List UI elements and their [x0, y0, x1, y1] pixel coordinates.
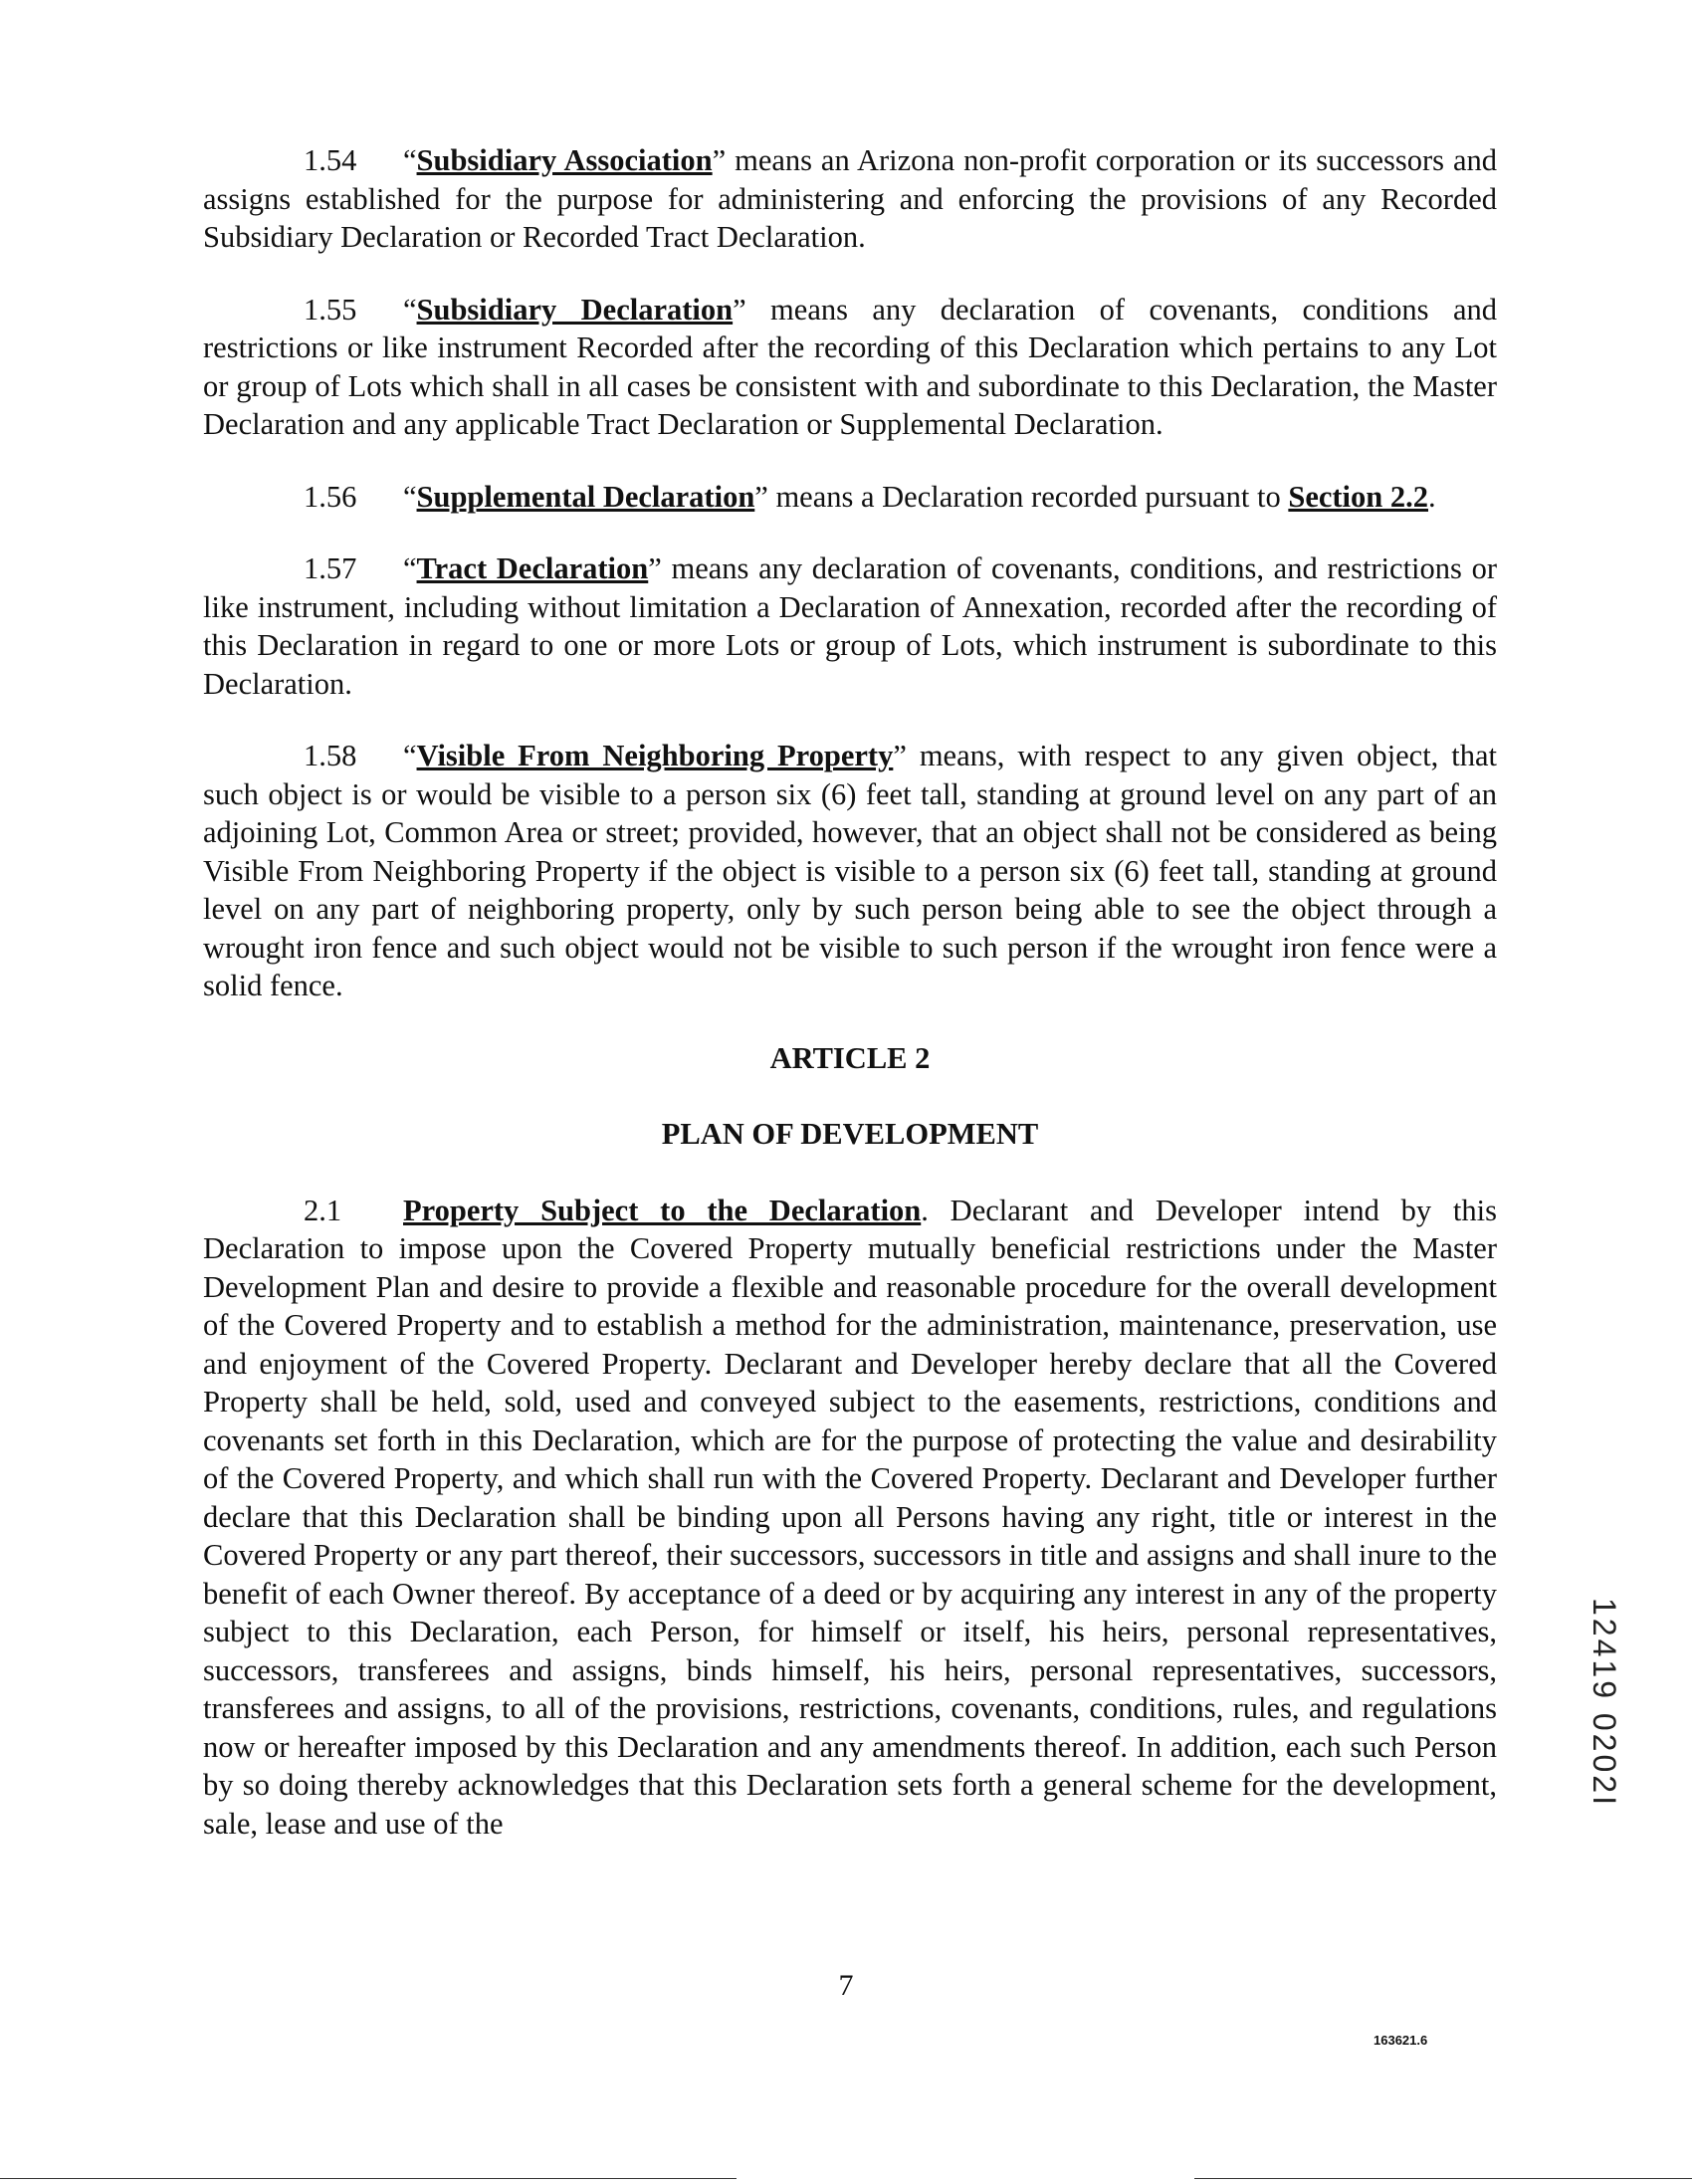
defined-term: Tract Declaration [416, 551, 649, 585]
article-heading: ARTICLE 2 [769, 1040, 931, 1075]
section-number: 2.1 [304, 1193, 342, 1227]
section-number: 1.56 [304, 479, 357, 514]
definition-text: means, with respect to any given object, that such object is or would be visible to a person six (6) feet tall, standing at ground level on any part of an adjoining Lot, Common Area or street; provided, however, that an object shall not be considered as being Visible From Neighboring Property if the object is visible to a person six (6) feet tall, standing at ground level on any part of neighboring property, only by such person being able to see the object through a wrought iron fence and such object would not be visible to such person if the wrought iron fence were a solid fence. [203, 739, 1497, 1002]
scan-edge-line [0, 2178, 737, 2179]
section-reference: Section 2.2 [1288, 479, 1428, 514]
section-text: Declarant and Developer intend by this Declaration to impose upon the Covered Property mutually beneficial restrictions under the Master Development Plan and desire to provide a flexible and reasonable procedure for the overall development of the Covered Property and to establish a method for the administration, maintenance, preservation, use and enjoyment of the Covered Property. Declarant and Developer hereby declare that all the Covered Property shall be held, sold, used and conveyed subject to the easements, restrictions, conditions and covenants set forth in this Declaration, which are for the purpose of protecting the value and desirability of the Covered Property, and which shall run with the Covered Property. Declarant and Developer further declare that this Declaration shall be binding upon all Persons having any right, title or interest in the Covered Property or any part thereof, their successors, successors in title and assigns and shall inure to the benefit of each Owner thereof. By acceptance of a deed or by acquiring any interest in any of the property subject to this Declaration, each Person, for himself or itself, his heirs, personal representatives, successors, transferees and assigns, binds himself, his heirs, personal representatives, successors, transferees and assigns, to all of the provisions, restrictions, covenants, conditions, rules, and regulations now or hereafter imposed by this Declaration and any amendments thereof. In addition, each such Person by so doing thereby acknowledges that this Declaration sets forth a general scheme for the development, sale, lease and use of the [203, 1193, 1498, 1841]
defined-term: Subsidiary Association [416, 143, 713, 177]
scan-edge-line [1194, 2178, 1692, 2179]
defined-term: Supplemental Declaration [416, 479, 755, 514]
defined-term: Subsidiary Declaration [416, 292, 734, 327]
definition-text: means any declaration of covenants, conditions and restrictions or like instrument Recorded after the recording of this Declaration which pertains to any Lot or group of Lots which shall in all cases be consistent with and subordinate to this Declaration, the Master Declaration and any applicable Tract Declaration or Supplemental Declaration. [203, 292, 1497, 441]
document-code: 163621.6 [1374, 2033, 1428, 2048]
definition-text: means any declaration of covenants, conditions, and restrictions or like instrument, including without limitation a Declaration of Annexation, recorded after the recording of this Declaration in regard to one or more Lots or group of Lots, which instrument is subordinate to this Declaration. [203, 551, 1497, 701]
document-body [203, 141, 1497, 1876]
definition-text: means a Declaration recorded pursuant to [767, 479, 1289, 514]
section-2-1: 2.1 Property Subject to the Declaration. Declarant and Developer intend by this Declaration to impose upon the Covered Property mutually beneficial restrictions under the Master Development Plan and desire to provide a flexible and reasonable procedure for the overall development of the Covered Property and to establish a method for the administration, maintenance, preservation, use and enjoyment of the Covered Property. Declarant and Developer hereby declare that all the Covered Property shall be held, sold, used and conveyed subject to the easements, restrictions, conditions and covenants set forth in this Declaration, which are for the purpose of protecting the value and desirability of the Covered Property, and which shall run with the Covered Property. Declarant and Developer further declare that this Declaration shall be binding upon all Persons having any right, title or interest in the Covered Property or any part thereof, their successors, successors in title and assigns and shall inure to the benefit of each Owner thereof. By acceptance of a deed or by acquiring any interest in any of the property subject to this Declaration, each Person, for himself or itself, his heirs, personal representatives, successors, transferees and assigns, binds himself, his heirs, personal representatives, successors, transferees and assigns, to all of the provisions, restrictions, covenants, conditions, rules, and regulations now or hereafter imposed by this Declaration and any amendments thereof. In addition, each such Person by so doing thereby acknowledges that this Declaration sets forth a general scheme for the development, sale, lease and use of the [203, 1193, 1498, 1841]
definition-text: means an Arizona non-profit corporation or its successors and assigns established for the purpose for administering and enforcing the provisions of any Recorded Subsidiary Declaration or Recorded Tract Declaration. [203, 143, 1497, 254]
section-1-56: 1.56 “Supplemental Declaration” means a Declaration recorded pursuant to Section 2.2. [203, 478, 1497, 517]
section-number: 1.54 [304, 143, 357, 177]
section-1-55: 1.55 “Subsidiary Declaration” means any declaration of covenants, conditions and restrictions or like instrument Recorded after the recording of this Declaration which pertains to any Lot or group of Lots which shall in all cases be consistent with and subordinate to this Declaration, the Master Declaration and any applicable Tract Declaration or Supplemental Declaration. [203, 292, 1497, 441]
page-number: 7 [838, 1969, 854, 2002]
defined-term: Visible From Neighboring Property [416, 739, 894, 772]
section-title: Property Subject to the Declaration [403, 1193, 922, 1227]
section-1-54: 1.54 “Subsidiary Association” means an Arizona non-profit corporation or its successors and assigns established for the purpose for administering and enforcing the provisions of any Recorded Subsidiary Declaration or Recorded Tract Declaration. [203, 143, 1497, 254]
section-number: 1.57 [304, 551, 357, 585]
section-number: 1.58 [304, 739, 357, 772]
article-title: PLAN OF DEVELOPMENT [661, 1117, 1039, 1151]
section-number: 1.55 [304, 292, 357, 327]
recording-stamp: 12419 0202I [1586, 1598, 1622, 1808]
section-1-57: 1.57 “Tract Declaration” means any declaration of covenants, conditions, and restrictions or like instrument, including without limitation a Declaration of Annexation, recorded after the recording of this Declaration in regard to one or more Lots or group of Lots, which instrument is subordinate to this Declaration. [203, 551, 1497, 701]
section-1-58: 1.58 “Visible From Neighboring Property” means, with respect to any given object, that such object is or would be visible to a person six (6) feet tall, standing at ground level on any part of an adjoining Lot, Common Area or street; provided, however, that an object shall not be considered as being Visible From Neighboring Property if the object is visible to a person six (6) feet tall, standing at ground level on any part of neighboring property, only by such person being able to see the object through a wrought iron fence and such object would not be visible to such person if the wrought iron fence were a solid fence. [203, 739, 1497, 1002]
